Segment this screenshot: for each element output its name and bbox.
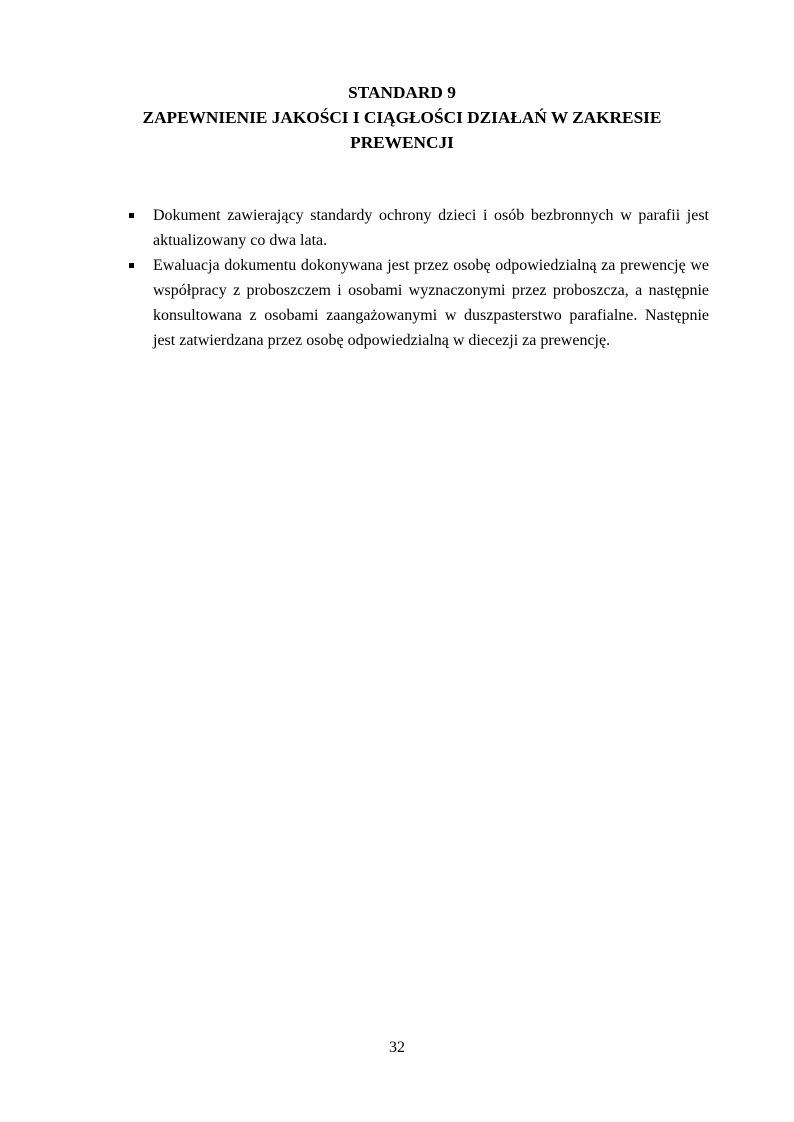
page-number: 32 [389,1039,405,1056]
title-line-subject: ZAPEWNIENIE JAKOŚCI I CIĄGŁOŚCI DZIAŁAŃ W ZAKRESIE [142,108,662,127]
bullet-list [127,203,709,353]
square-bullet-icon [129,213,134,218]
title-line-standard: STANDARD 9 [348,83,456,102]
list-item-text: Dokument zawierający standardy ochrony dzieci i osób bezbronnych w parafii jest aktualizowany co dwa lata. [153,207,709,249]
list-item [127,203,709,253]
title-line-subject-end: PREWENCJI [350,133,454,152]
page-title [95,80,709,155]
list-item-text: Ewaluacja dokumentu dokonywana jest przez osobę odpowiedzialną za prewencję we współpracy z proboszczem i osobami wyznaczonymi przez proboszcza, a następnie konsultowana z osobami zaangażowanymi w duszpasterstwo parafialne. Następnie jest zatwierdzana przez osobę odpowiedzialną w diecezji za prewencję. [153,257,709,349]
list-item [127,253,709,353]
square-bullet-icon [129,263,134,268]
